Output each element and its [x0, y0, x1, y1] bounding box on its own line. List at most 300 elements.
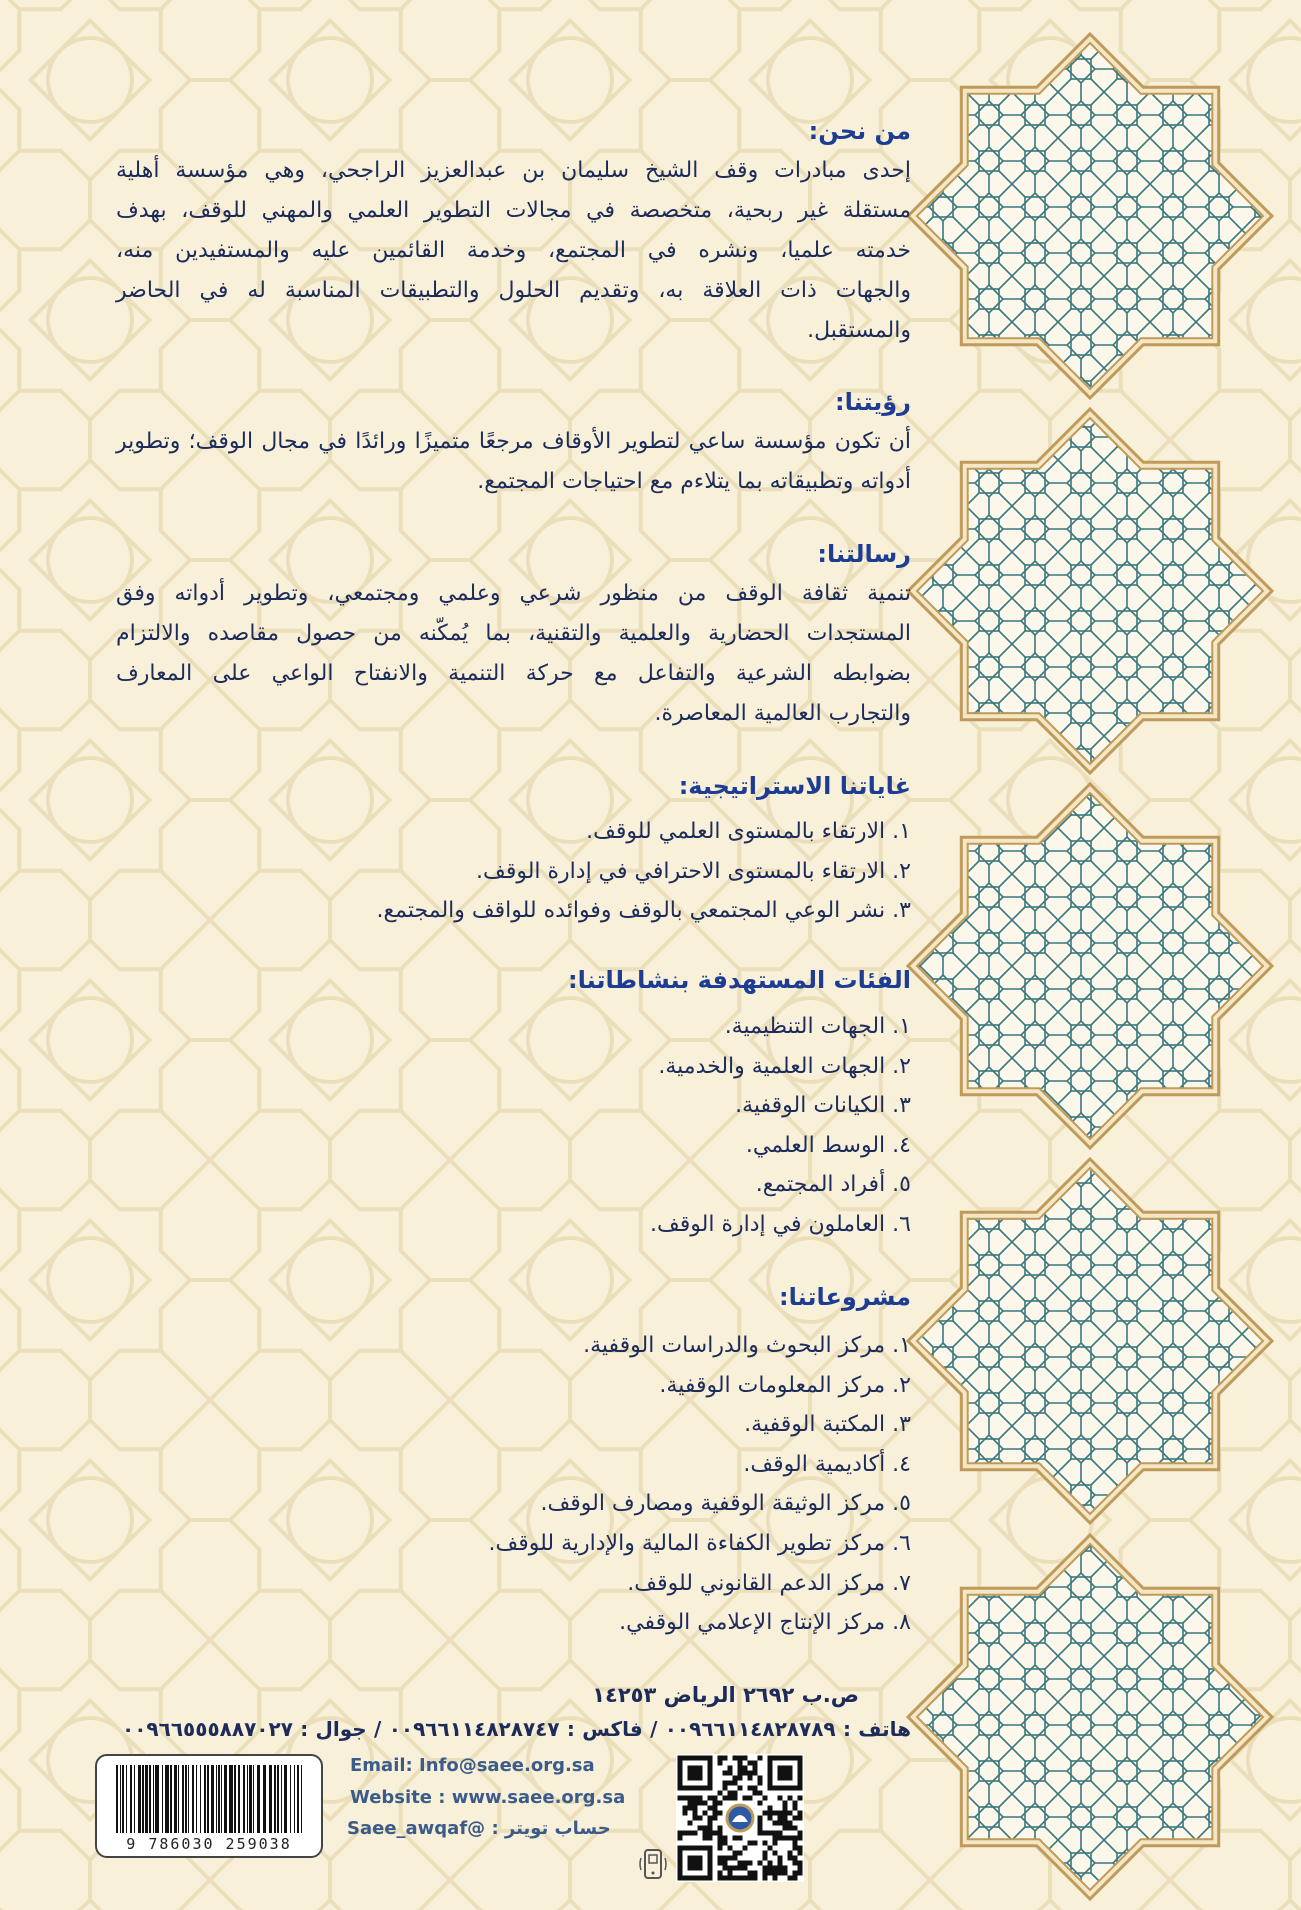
- qr-module: [733, 1776, 738, 1781]
- qr-module: [698, 1796, 703, 1801]
- qr-module: [753, 1841, 758, 1846]
- qr-module: [768, 1806, 773, 1811]
- ornament-star-4: [908, 1159, 1272, 1523]
- qr-module: [708, 1821, 713, 1826]
- qr-module: [713, 1796, 718, 1801]
- barcode-bar: [174, 1765, 177, 1833]
- qr-module: [728, 1846, 733, 1851]
- list-item: ٥. أفراد المجتمع.: [755, 1172, 911, 1198]
- qr-module: [748, 1761, 753, 1766]
- goals-list: [116, 812, 911, 931]
- qr-finder: [688, 1766, 703, 1781]
- qr-module: [763, 1866, 768, 1871]
- barcode-bar: [297, 1765, 299, 1833]
- barcode-bar: [120, 1765, 121, 1833]
- qr-module: [703, 1836, 708, 1841]
- qr-module: [728, 1766, 733, 1771]
- star-lattice: [917, 43, 1263, 389]
- qr-module: [763, 1871, 768, 1876]
- qr-module: [768, 1871, 773, 1876]
- qr-module: [713, 1831, 718, 1836]
- ornament-star-2: [908, 409, 1272, 773]
- qr-module: [773, 1831, 778, 1836]
- qr-module: [778, 1816, 783, 1821]
- qr-module: [763, 1831, 768, 1836]
- qr-module: [743, 1796, 748, 1801]
- qr-module: [768, 1831, 773, 1836]
- about-line: إحدى مبادرات وقف الشيخ سليمان بن عبدالعزيز الراجحي، وهي مؤسسة أهلية: [116, 158, 911, 183]
- po-box: ص.ب ٢٦٩٢ الرياض ١٤٢٥٣: [592, 1683, 859, 1707]
- qr-module: [693, 1831, 698, 1836]
- qr-module: [788, 1821, 793, 1826]
- qr-module: [738, 1876, 743, 1881]
- qr-module: [688, 1806, 693, 1811]
- ornament-star-3: [908, 784, 1272, 1148]
- qr-module: [683, 1806, 688, 1811]
- qr-module: [783, 1801, 788, 1806]
- barcode-bar: [218, 1765, 220, 1833]
- qr-module: [753, 1786, 758, 1791]
- qr-module: [788, 1851, 793, 1856]
- qr-module: [788, 1856, 793, 1861]
- vision-section: [116, 382, 911, 502]
- qr-module: [728, 1781, 733, 1786]
- barcode-bar: [257, 1765, 260, 1833]
- qr-module: [798, 1861, 803, 1866]
- qr-module: [778, 1831, 783, 1836]
- barcode-bar: [182, 1765, 184, 1833]
- qr-module: [733, 1836, 738, 1841]
- list-item: ٢. مركز المعلومات الوقفية.: [659, 1372, 911, 1398]
- barcode-bars: [116, 1765, 306, 1833]
- barcode-bar: [238, 1765, 240, 1833]
- qr-module: [678, 1831, 683, 1836]
- qr-module: [713, 1806, 718, 1811]
- star-lattice: [917, 1544, 1263, 1890]
- list-item: ٤. الوسط العلمي.: [745, 1132, 911, 1158]
- qr-module: [718, 1811, 723, 1816]
- list-item: ٥. مركز الوثيقة الوقفية ومصارف الوقف.: [540, 1491, 911, 1517]
- scan-phone-icon: [639, 1846, 669, 1882]
- barcode-bar: [165, 1765, 169, 1833]
- twitter-account: [347, 1814, 611, 1844]
- qr-module: [793, 1861, 798, 1866]
- qr-module: [788, 1796, 793, 1801]
- barcode-bar: [192, 1765, 194, 1833]
- vision-heading: رؤيتنا:: [835, 388, 911, 416]
- qr-module: [753, 1871, 758, 1876]
- qr-module: [698, 1816, 703, 1821]
- qr-module: [753, 1876, 758, 1881]
- qr-module: [753, 1791, 758, 1796]
- qr-module: [768, 1866, 773, 1871]
- phone-fax-mobile: هاتف : ٠٠٩٦٦١١٤٨٢٨٧٨٩ / فاكس : ٠٠٩٦٦١١٤٨٢٨٧٤٧ / جوال : ٠٠٩٦٦٥٥٥٨٨٧٠٢٧: [122, 1717, 911, 1741]
- qr-module: [743, 1771, 748, 1776]
- qr-module: [708, 1806, 713, 1811]
- qr-module: [748, 1776, 753, 1781]
- qr-module: [788, 1811, 793, 1816]
- barcode-bar: [290, 1765, 291, 1833]
- barcode-bar: [162, 1765, 163, 1833]
- qr-module: [773, 1811, 778, 1816]
- barcode-bar: [153, 1765, 154, 1833]
- qr-module: [783, 1816, 788, 1821]
- barcode-bar: [247, 1765, 248, 1833]
- qr-module: [758, 1821, 763, 1826]
- barcode-bar: [170, 1765, 172, 1833]
- qr-module: [763, 1851, 768, 1856]
- vision-line: أن تكون مؤسسة ساعي لتطوير الأوقاف مرجعًا متميزًا ورائدًا في مجال الوقف؛ وتطوير: [116, 429, 911, 454]
- qr-module: [683, 1796, 688, 1801]
- list-item: ١. الارتقاء بالمستوى العلمي للوقف.: [586, 819, 911, 844]
- barcode-bar: [274, 1765, 276, 1833]
- qr-module: [718, 1801, 723, 1806]
- barcode-bar: [130, 1765, 132, 1833]
- qr-module: [718, 1846, 723, 1851]
- qr-module: [683, 1831, 688, 1836]
- star-lattice: [917, 418, 1263, 764]
- barcode-bar: [200, 1765, 201, 1833]
- qr-module: [743, 1866, 748, 1871]
- qr-module: [758, 1776, 763, 1781]
- barcode-bar: [211, 1765, 214, 1833]
- qr-module: [783, 1836, 788, 1841]
- qr-module: [738, 1836, 743, 1841]
- qr-module: [738, 1766, 743, 1771]
- qr-module: [693, 1796, 698, 1801]
- about-line: والجهات ذات العلاقة به، وتقديم الحلول والتطبيقات المناسبة له في الحاضر: [116, 278, 911, 303]
- qr-module: [698, 1801, 703, 1806]
- qr-code: [676, 1754, 804, 1882]
- barcode-bar: [204, 1765, 206, 1833]
- twitter-handle: @Saee_awqaf: [347, 1818, 486, 1839]
- projects-list: [116, 1326, 911, 1643]
- qr-module: [778, 1871, 783, 1876]
- qr-module: [758, 1826, 763, 1831]
- qr-module: [758, 1801, 763, 1806]
- qr-module: [728, 1796, 733, 1801]
- qr-module: [753, 1771, 758, 1776]
- mission-line: المستجدات الحضارية والعلمية والتقنية، بما يُمكّنه من حصول مقاصده والالتزام: [116, 621, 911, 646]
- qr-module: [793, 1856, 798, 1861]
- qr-module: [718, 1856, 723, 1861]
- qr-module: [758, 1816, 763, 1821]
- qr-module: [773, 1876, 778, 1881]
- qr-module: [743, 1876, 748, 1881]
- barcode-bar: [269, 1765, 272, 1833]
- qr-module: [703, 1826, 708, 1831]
- qr-module: [748, 1796, 753, 1801]
- list-item: ٢. الجهات العلمية والخدمية.: [658, 1053, 911, 1079]
- qr-module: [783, 1811, 788, 1816]
- qr-module: [688, 1801, 693, 1806]
- qr-module: [718, 1791, 723, 1796]
- goals-heading: غاياتنا الاستراتيجية:: [678, 772, 911, 800]
- qr-module: [723, 1771, 728, 1776]
- barcode-bar: [188, 1765, 189, 1833]
- qr-module: [693, 1801, 698, 1806]
- qr-module: [708, 1816, 713, 1821]
- qr-module: [743, 1861, 748, 1866]
- qr-module: [768, 1846, 773, 1851]
- qr-module: [763, 1811, 768, 1816]
- barcode-bar: [263, 1765, 266, 1833]
- qr-module: [798, 1836, 803, 1841]
- qr-module: [708, 1826, 713, 1831]
- about-line: مستقلة غير ربحية، متخصصة في مجالات التطوير العلمي والمهني للوقف، بهدف: [116, 198, 911, 223]
- about-section: [116, 111, 911, 351]
- qr-module: [758, 1781, 763, 1786]
- qr-module: [748, 1771, 753, 1776]
- qr-module: [783, 1866, 788, 1871]
- qr-module: [763, 1856, 768, 1861]
- qr-module: [763, 1876, 768, 1881]
- qr-module: [718, 1836, 723, 1841]
- barcode-bar: [122, 1765, 124, 1833]
- qr-module: [773, 1836, 778, 1841]
- barcode-bar: [243, 1765, 245, 1833]
- barcode-bar: [277, 1765, 279, 1833]
- qr-module: [728, 1876, 733, 1881]
- list-item: ٦. العاملون في إدارة الوقف.: [649, 1211, 911, 1237]
- mission-section: [116, 534, 911, 734]
- qr-module: [703, 1811, 708, 1816]
- twitter-label: حساب تويتر :: [491, 1818, 611, 1839]
- barcode-bar: [234, 1765, 236, 1833]
- list-item: ٨. مركز الإنتاج الإعلامي الوقفي.: [619, 1610, 911, 1636]
- list-item: ٣. الكيانات الوقفية.: [735, 1093, 911, 1119]
- qr-module: [793, 1871, 798, 1876]
- barcode-bar: [229, 1765, 233, 1833]
- qr-module: [733, 1866, 738, 1871]
- qr-module: [748, 1861, 753, 1866]
- qr-module: [788, 1826, 793, 1831]
- qr-module: [708, 1831, 713, 1836]
- list-item: ٣. نشر الوعي المجتمعي بالوقف وفوائده للواقف والمجتمع.: [376, 898, 911, 924]
- qr-module: [798, 1816, 803, 1821]
- qr-module: [723, 1786, 728, 1791]
- list-item: ١. مركز البحوث والدراسات الوقفية.: [583, 1333, 911, 1358]
- qr-module: [763, 1796, 768, 1801]
- barcode-bar: [185, 1765, 187, 1833]
- qr-module: [798, 1796, 803, 1801]
- qr-module: [768, 1811, 773, 1816]
- projects-section: [116, 1277, 911, 1643]
- qr-module: [778, 1856, 783, 1861]
- qr-module: [783, 1806, 788, 1811]
- qr-module: [733, 1756, 738, 1761]
- qr-module: [718, 1756, 723, 1761]
- ornament-star-1: [908, 34, 1272, 398]
- qr-module: [798, 1831, 803, 1836]
- qr-module: [778, 1866, 783, 1871]
- audiences-list: [116, 1007, 911, 1245]
- barcode-bar: [126, 1765, 127, 1833]
- qr-module: [728, 1791, 733, 1796]
- qr-finder: [778, 1766, 793, 1781]
- qr-module: [758, 1861, 763, 1866]
- barcode-bar: [178, 1765, 179, 1833]
- isbn-barcode: [95, 1754, 323, 1858]
- qr-module: [723, 1841, 728, 1846]
- list-item: ١. الجهات التنظيمية.: [724, 1014, 911, 1039]
- about-line: والمستقبل.: [807, 318, 911, 343]
- barcode-bar: [145, 1765, 148, 1833]
- qr-module: [788, 1836, 793, 1841]
- barcode-bar: [134, 1765, 135, 1833]
- qr-module: [723, 1756, 728, 1761]
- qr-module: [688, 1831, 693, 1836]
- qr-module: [768, 1816, 773, 1821]
- qr-module: [743, 1756, 748, 1761]
- qr-module: [793, 1816, 798, 1821]
- qr-module: [763, 1841, 768, 1846]
- qr-module: [728, 1866, 733, 1871]
- qr-module: [723, 1861, 728, 1866]
- qr-module: [748, 1871, 753, 1876]
- qr-module: [778, 1861, 783, 1866]
- barcode-bar: [216, 1765, 217, 1833]
- qr-module: [678, 1836, 683, 1841]
- qr-module: [738, 1771, 743, 1776]
- qr-module: [738, 1861, 743, 1866]
- qr-module: [713, 1811, 718, 1816]
- goals-section: [116, 766, 911, 931]
- barcode-bar: [142, 1765, 144, 1833]
- qr-module: [738, 1786, 743, 1791]
- qr-module: [718, 1841, 723, 1846]
- qr-module: [708, 1796, 713, 1801]
- qr-module: [783, 1871, 788, 1876]
- barcode-bar: [221, 1765, 222, 1833]
- qr-module: [708, 1836, 713, 1841]
- qr-module: [798, 1851, 803, 1856]
- audiences-heading: الفئات المستهدفة بنشاطاتنا:: [568, 966, 911, 994]
- barcode-bar: [249, 1765, 252, 1833]
- qr-module: [723, 1781, 728, 1786]
- qr-module: [733, 1791, 738, 1796]
- qr-module: [743, 1766, 748, 1771]
- qr-module: [778, 1796, 783, 1801]
- qr-module: [713, 1816, 718, 1821]
- qr-module: [793, 1876, 798, 1881]
- star-lattice: [917, 793, 1263, 1139]
- qr-module: [798, 1871, 803, 1876]
- qr-module: [688, 1821, 693, 1826]
- qr-module: [733, 1796, 738, 1801]
- list-item: ٧. مركز الدعم القانوني للوقف.: [627, 1570, 911, 1596]
- qr-module: [778, 1821, 783, 1826]
- vision-line: أدواته وتطبيقاته بما يتلاءم مع احتياجات المجتمع.: [477, 469, 911, 494]
- qr-module: [718, 1761, 723, 1766]
- qr-module: [773, 1821, 778, 1826]
- list-item: ٣. المكتبة الوقفية.: [744, 1412, 911, 1438]
- barcode-bar: [149, 1765, 151, 1833]
- list-item: ٦. مركز تطوير الكفاءة المالية والإدارية للوقف.: [488, 1530, 911, 1556]
- qr-module: [733, 1856, 738, 1861]
- qr-module: [793, 1806, 798, 1811]
- qr-module: [793, 1826, 798, 1831]
- qr-module: [793, 1846, 798, 1851]
- qr-module: [738, 1756, 743, 1761]
- qr-module: [733, 1851, 738, 1856]
- barcode-bar: [196, 1765, 197, 1833]
- qr-module: [753, 1766, 758, 1771]
- about-line: خدمته علميا، ونشره في المجتمع، وخدمة القائمين عليه والمستفيدين منه،: [116, 238, 911, 263]
- barcode-digits: 9 786030 259038: [126, 1835, 292, 1853]
- projects-heading: مشروعاتنا:: [779, 1283, 911, 1311]
- list-item: ٢. الارتقاء بالمستوى الاحترافي في إدارة الوقف.: [476, 858, 911, 884]
- about-heading: من نحن:: [808, 117, 911, 145]
- qr-module: [723, 1876, 728, 1881]
- qr-module: [703, 1801, 708, 1806]
- qr-module: [748, 1876, 753, 1881]
- qr-module: [718, 1831, 723, 1836]
- qr-module: [748, 1786, 753, 1791]
- qr-module: [728, 1856, 733, 1861]
- qr-module: [743, 1846, 748, 1851]
- qr-module: [783, 1826, 788, 1831]
- qr-module: [703, 1831, 708, 1836]
- qr-module: [798, 1811, 803, 1816]
- qr-module: [728, 1771, 733, 1776]
- qr-module: [683, 1811, 688, 1816]
- qr-module: [718, 1826, 723, 1831]
- website-text: Website : www.saee.org.sa: [350, 1787, 626, 1808]
- barcode-bar: [294, 1765, 295, 1833]
- qr-module: [773, 1851, 778, 1856]
- mission-line: بضوابطه الشرعية والتفاعل مع حركة التنمية والانفتاح الواعي على المعارف: [116, 661, 911, 686]
- barcode-bar: [116, 1765, 118, 1833]
- qr-module: [773, 1871, 778, 1876]
- qr-module: [773, 1866, 778, 1871]
- barcode-bar: [281, 1765, 282, 1833]
- qr-module: [758, 1756, 763, 1761]
- qr-module: [773, 1841, 778, 1846]
- mission-line: تنمية ثقافة الوقف من منظور شرعي وعلمي ومجتمعي، وتطوير أدواته وفق: [116, 581, 911, 606]
- mission-heading: رسالتنا:: [817, 540, 911, 568]
- qr-module: [788, 1876, 793, 1881]
- qr-module: [768, 1861, 773, 1866]
- barcode-bar: [253, 1765, 254, 1833]
- email-text: Email: Info@saee.org.sa: [350, 1755, 595, 1776]
- star-lattice: [917, 1168, 1263, 1514]
- qr-module: [733, 1876, 738, 1881]
- qr-module: [718, 1871, 723, 1876]
- qr-module: [758, 1791, 763, 1796]
- qr-module: [783, 1821, 788, 1826]
- qr-module: [798, 1846, 803, 1851]
- qr-module: [778, 1836, 783, 1841]
- barcode-bar: [301, 1765, 302, 1833]
- qr-module: [723, 1836, 728, 1841]
- qr-module: [723, 1796, 728, 1801]
- qr-module: [733, 1781, 738, 1786]
- qr-module: [698, 1826, 703, 1831]
- qr-module: [758, 1831, 763, 1836]
- audiences-section: [116, 960, 911, 1245]
- qr-module: [693, 1811, 698, 1816]
- ornament-star-5: [908, 1535, 1272, 1899]
- barcode-bar: [138, 1765, 141, 1833]
- qr-module: [718, 1876, 723, 1881]
- qr-module: [723, 1856, 728, 1861]
- qr-module: [778, 1811, 783, 1816]
- qr-module: [793, 1801, 798, 1806]
- qr-module: [713, 1801, 718, 1806]
- barcode-bar: [155, 1765, 159, 1833]
- qr-module: [693, 1806, 698, 1811]
